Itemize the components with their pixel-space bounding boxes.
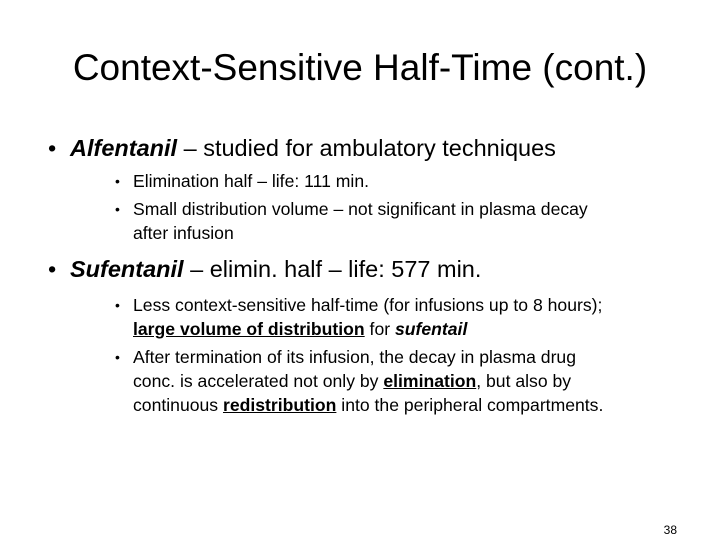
sub-bullet-text: After termination of its infusion, the decay in plasma drug — [133, 347, 577, 367]
bullet-icon: • — [115, 349, 120, 365]
sub-bullet-text: Small distribution volume – not significant in plasma decay — [133, 199, 588, 219]
sub-bullet-text: into the peripheral compartments. — [336, 395, 604, 415]
sub-bullet-text: , but also by — [476, 371, 572, 391]
term: Alfentanil — [70, 135, 178, 161]
emphasis: elimination — [383, 371, 477, 391]
sub-bullet-text: Elimination half – life: 111 min. — [133, 171, 370, 191]
sub-bullet-text: for — [364, 319, 395, 339]
sub-bullet-text: continuous — [133, 395, 223, 415]
bullet-icon: • — [48, 135, 57, 161]
sub-bullet-text: Less context-sensitive half-time (for infusions up to 8 hours); — [133, 295, 603, 315]
page-number: 38 — [663, 523, 677, 537]
sub-bullet-text: conc. is accelerated not only by — [133, 371, 384, 391]
bullet-text: – studied for ambulatory techniques — [177, 135, 556, 161]
emphasis: redistribution — [223, 395, 337, 415]
sub-bullet-text: after infusion — [133, 223, 234, 243]
bullet-icon: • — [115, 201, 120, 217]
bullet-text: – elimin. half – life: 577 min. — [183, 256, 482, 282]
term: Sufentanil — [70, 256, 184, 282]
bullet-icon: • — [115, 297, 120, 313]
slide-title: Context-Sensitive Half-Time (cont.) — [72, 47, 648, 88]
emphasis: sufentail — [394, 319, 468, 339]
bullet-icon: • — [48, 256, 57, 282]
bullet-icon: • — [115, 173, 120, 189]
emphasis: large volume of distribution — [133, 319, 365, 339]
